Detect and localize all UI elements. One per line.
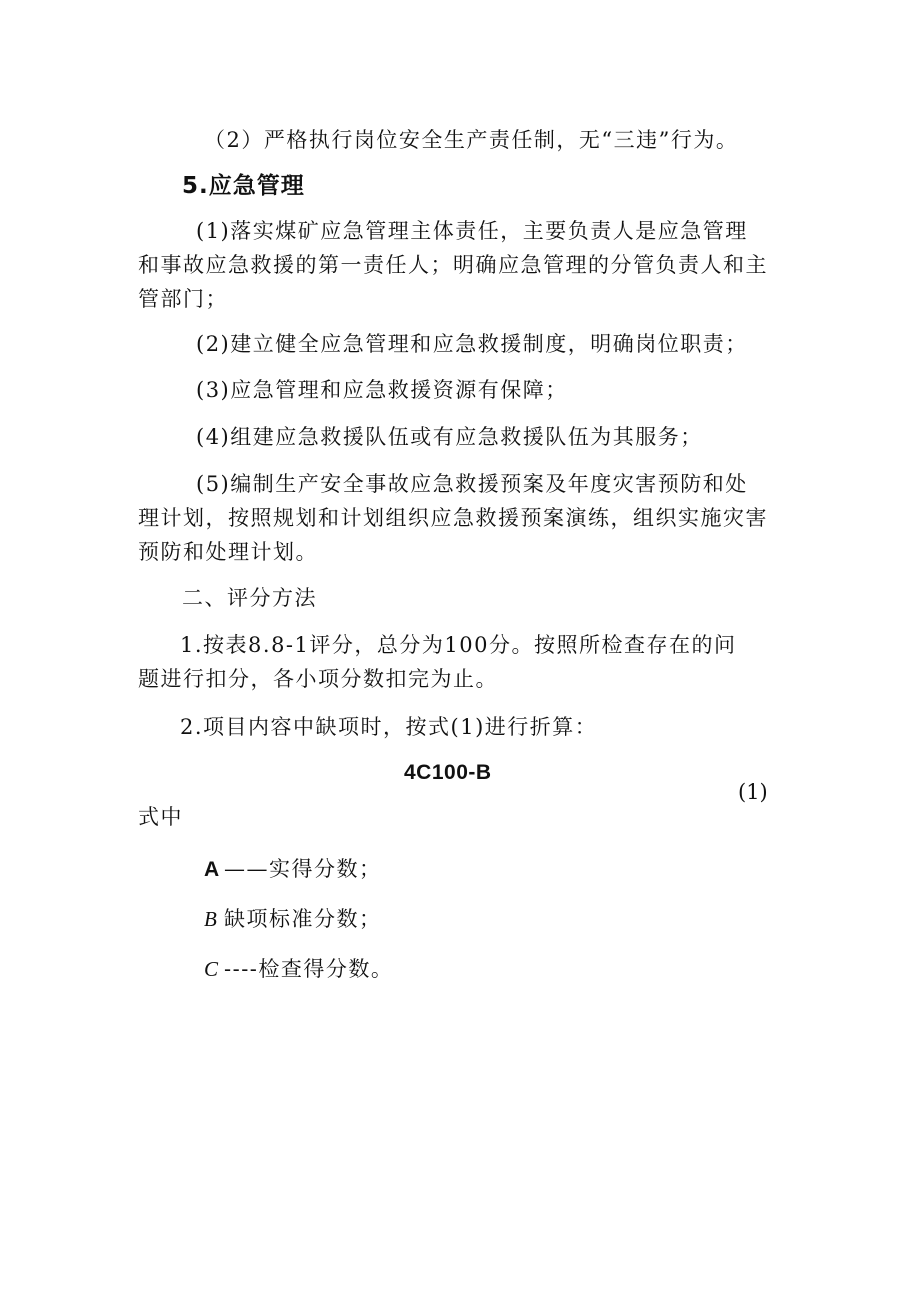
- equation-number: (1): [738, 780, 768, 804]
- formula-expression: 4C100-B: [404, 761, 492, 784]
- emergency-item-1-line-1: (1)落实煤矿应急管理主体责任，主要负责人是应急管理: [196, 219, 748, 243]
- emergency-item-5-line-1: (5)编制生产安全事故应急救援预案及年度灾害预防和处: [196, 472, 748, 496]
- scoring-rule-1-line-1: 1.按表8.8-1评分，总分为100分。按照所检查存在的问: [180, 633, 737, 657]
- section-heading-scoring-method: 二、评分方法: [182, 586, 317, 610]
- requirement-item-2: （2）严格执行岗位安全生产责任制，无“三违”行为。: [204, 128, 739, 152]
- definition-c: [0, 953, 920, 985]
- emergency-item-5-line-3: 预防和处理计划。: [138, 540, 318, 564]
- definition-b-symbol: B: [204, 907, 219, 931]
- emergency-item-1-line-2: 和事故应急救援的第一责任人；明确应急管理的分管负责人和主: [138, 253, 768, 277]
- definition-a: [0, 853, 920, 886]
- emergency-item-5-line-2: 理计划，按照规划和计划组织应急救援预案演练，组织实施灾害: [138, 506, 768, 530]
- definition-a-text: ——实得分数；: [224, 857, 382, 881]
- definition-b: [0, 903, 920, 935]
- definition-c-text: ----检查得分数。: [224, 957, 394, 981]
- emergency-item-4: (4)组建应急救援队伍或有应急救援队伍为其服务；: [196, 425, 703, 449]
- definition-b-text: 缺项标准分数；: [224, 907, 382, 931]
- where-label: 式中: [138, 805, 183, 829]
- emergency-item-3: (3)应急管理和应急救援资源有保障；: [196, 378, 568, 402]
- emergency-item-2: (2)建立健全应急管理和应急救援制度，明确岗位职责；: [196, 332, 748, 356]
- section-heading-emergency-management: 5.应急管理: [182, 173, 305, 199]
- definition-a-symbol: A: [204, 858, 221, 881]
- emergency-item-1-line-3: 管部门；: [138, 287, 228, 311]
- scoring-rule-2: 2.项目内容中缺项时，按式(1)进行折算：: [180, 715, 598, 739]
- scoring-rule-1-line-2: 题进行扣分，各小项分数扣完为止。: [138, 667, 498, 691]
- definition-c-symbol: C: [204, 957, 220, 981]
